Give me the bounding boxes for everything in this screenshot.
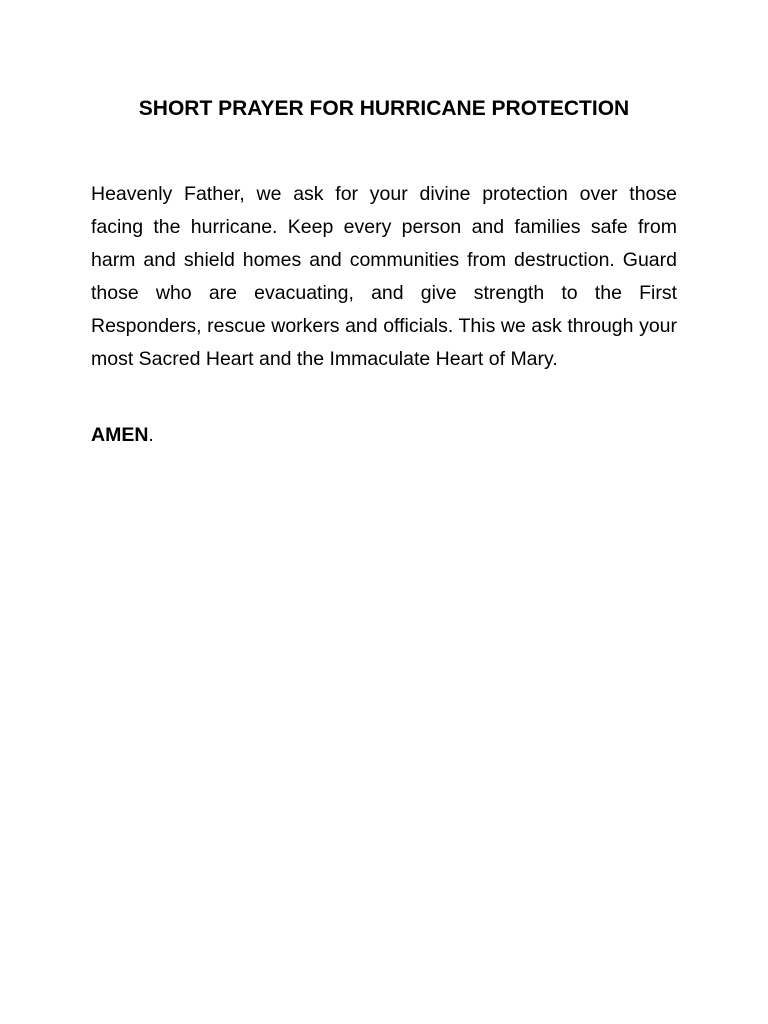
prayer-closing [91,419,154,452]
prayer-paragraph: Heavenly Father, we ask for your divine protection over those facing the hurricane. Keep every person and families safe from harm and shield homes and communities from destruction. Guard those who are evacuating, and give strength to the First Responders, rescue workers and officials. This we ask through your most Sacred Heart and the Immaculate Heart of Mary. [91,183,677,370]
prayer-title: SHORT PRAYER FOR HURRICANE PROTECTION [138,97,630,120]
amen-word: AMEN [91,424,149,446]
amen-punctuation: . [148,424,154,446]
